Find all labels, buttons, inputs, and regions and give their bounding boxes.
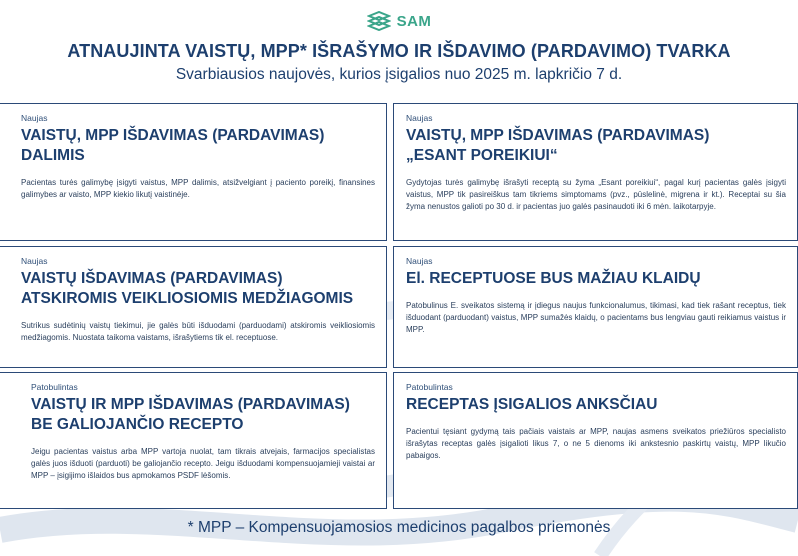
logo-text: SAM <box>396 12 432 30</box>
card-earlier-validity <box>393 372 798 509</box>
card-text: Jeigu pacientas vaistus arba MPP vartoja nuolat, tam tikrais atvejais, farmacijos specialistas galės juos išduoti (parduoti) be galiojančio recepto. Jeigu išduodami kompensuojamieji vaistai ar MPP – įsigijimo išlaidos bus apmokamos PSDF lėšomis. <box>31 447 375 480</box>
card-text: Gydytojas turės galimybę išrašyti receptą su žyma „Esant poreikiui“, pagal kurį pacientas galės įsigyti vaistus, MPP tik pasireiškus tam tikriems simptomams (pvz., pūslelinė, migrena ir kt.). Receptai su šia žyma nenustos galioti po 30 d. ir pacientas juo galės pasinaudoti iki 6 mėn. laikotarpyje. <box>406 178 786 211</box>
footnote: * MPP – Kompensuojamosios medicinos pagalbos priemonės <box>187 519 611 536</box>
card-tag: Patobulintas <box>31 382 78 392</box>
card-title: VAISTŲ IR MPP IŠDAVIMAS (PARDAVIMAS) BE GALIOJANČIO RECEPTO <box>31 396 350 433</box>
logo <box>0 11 798 31</box>
card-text: Pacientas turės galimybę įsigyti vaistus, MPP dalimis, atsižvelgiant į paciento poreikį, finansines galimybes ar vaisto, MPP kiekio likutį vaistinėje. <box>21 178 375 199</box>
info-cards-grid <box>0 103 798 509</box>
card-tag: Patobulintas <box>406 382 453 392</box>
card-tag: Naujas <box>406 113 433 123</box>
card-as-needed <box>393 103 798 241</box>
page-subtitle: Svarbiausios naujovės, kurios įsigalios nuo 2025 m. lapkričio 7 d. <box>175 66 623 83</box>
card-title: El. RECEPTUOSE BUS MAŽIAU KLAIDŲ <box>406 270 701 287</box>
card-partial-dispensing <box>0 103 387 241</box>
sam-logo-icon <box>367 11 391 31</box>
card-tag: Naujas <box>21 113 48 123</box>
card-separate-substances <box>0 246 387 368</box>
card-title: VAISTŲ IŠDAVIMAS (PARDAVIMAS) ATSKIROMIS VEIKLIOSIOMIS MEDŽIAGOMIS <box>21 270 354 307</box>
card-tag: Naujas <box>21 256 48 266</box>
card-text: Pacientui tęsiant gydymą tais pačiais vaistais ar MPP, naujas asmens sveikatos priežiūros specialisto išrašytas receptas galės įsigalioti likus 7, o ne 5 dienoms iki ankstesnio paskirtų vaistų, MPP likučio pabaigos. <box>406 427 786 460</box>
card-title: VAISTŲ, MPP IŠDAVIMAS (PARDAVIMAS) „ESANT POREIKIUI“ <box>406 127 710 164</box>
card-without-valid-prescription <box>0 372 387 509</box>
card-fewer-errors <box>393 246 798 368</box>
page-title: ATNAUJINTA VAISTŲ, MPP* IŠRAŠYMO IR IŠDAVIMO (PARDAVIMO) TVARKA <box>67 41 731 61</box>
card-title: VAISTŲ, MPP IŠDAVIMAS (PARDAVIMAS) DALIMIS <box>21 127 325 164</box>
card-title: RECEPTAS ĮSIGALIOS ANKSČIAU <box>406 396 658 413</box>
card-text: Patobulinus E. sveikatos sistemą ir įdiegus naujus funkcionalumus, tikimasi, kad tiek rašant receptus, tiek išduodant (parduodant) vaistus, MPP sumažės klaidų, o pacientams bus lengviau gauti reikiamus vaistus ir MPP. <box>406 301 786 334</box>
card-text: Sutrikus sudėtinių vaistų tiekimui, jie galės būti išduodami (parduodami) atskiromis veikliosiomis medžiagomis. Nuostata taikoma vaistams, išrašytiems tik el. receptuose. <box>21 321 375 342</box>
card-tag: Naujas <box>406 256 433 266</box>
